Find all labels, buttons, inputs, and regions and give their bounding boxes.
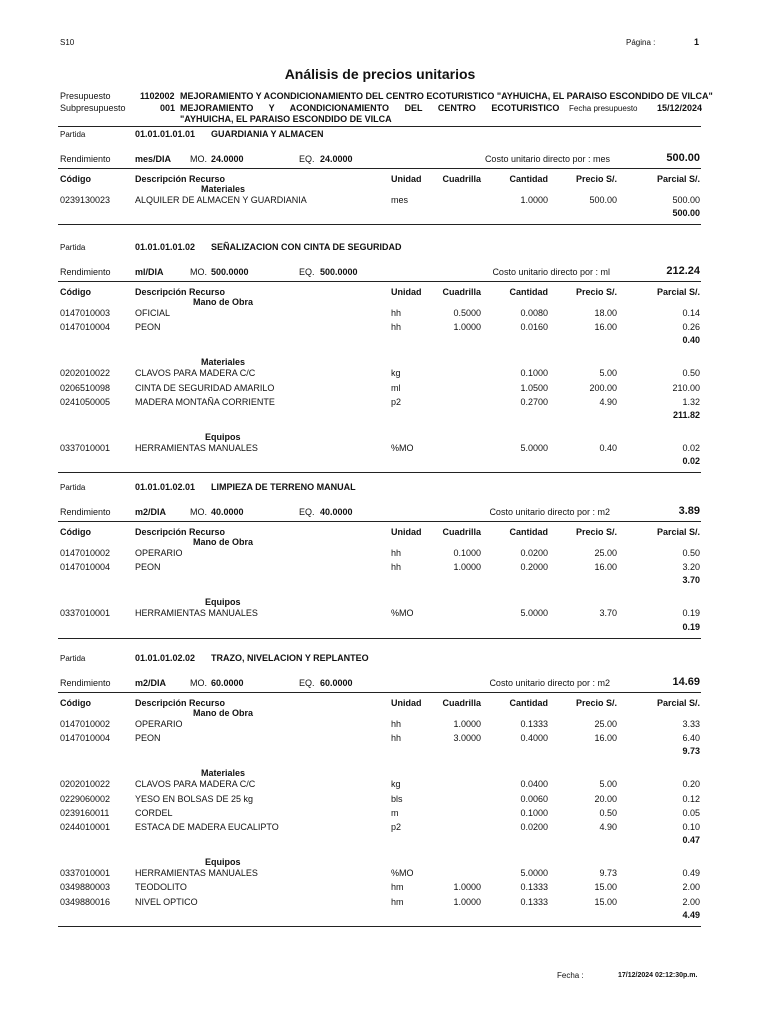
row-unidad: kg [391,368,401,379]
col-header-cuadrilla: Cuadrilla [442,698,481,708]
partida-divider [58,224,701,225]
row-descripcion: HERRAMIENTAS MANUALES [135,868,258,879]
group-subtotal: 9.73 [682,746,700,757]
row-codigo: 0147010004 [60,562,111,573]
partida-label: Partida [60,130,86,139]
row-codigo: 0239130023 [60,195,111,205]
row-unidad: ml [391,382,401,393]
subpresupuesto-name-line2: "AYHUICHA, EL PARAISO ESCONDIDO DE VILCA [180,114,392,124]
row-unidad: m [391,807,399,818]
row-precio: 25.00 [594,548,617,558]
rendimiento-label: Rendimiento [60,154,111,164]
col-header-descripcion: Descripción Recurso [135,287,226,297]
col-header-precio: Precio S/. [575,174,617,184]
row-parcial: 0.12 [682,793,700,804]
group-heading: Materiales [201,357,246,368]
row-descripcion: HERRAMIENTAS MANUALES [135,443,258,453]
col-header-precio: Precio S/. [575,698,617,708]
rendimiento-label: Rendimiento [60,678,111,688]
col-header-unidad: Unidad [391,527,422,537]
subpresupuesto-label: Subpresupuesto [60,103,126,113]
group-heading: Mano de Obra [193,297,254,307]
row-cantidad: 1.0500 [520,382,548,393]
row-unidad: hh [391,548,402,558]
col-header-cuadrilla: Cuadrilla [442,174,481,184]
costo-value: 212.24 [666,265,700,277]
page-title: Análisis de precios unitarios [284,66,476,82]
group-heading: Materiales [201,768,246,779]
group-heading: Mano de Obra [193,708,254,718]
row-parcial: 0.26 [682,322,700,333]
presupuesto-name: MEJORAMIENTO Y ACONDICIONAMIENTO DEL CENTRO ECOTURISTICO "AYHUICHA, EL PARAISO ESCONDIDO DE VILCA" [180,91,713,101]
col-header-cantidad: Cantidad [509,174,548,184]
partida-code: 01.01.01.01.02 [135,242,196,252]
row-codigo: 0206510098 [60,382,111,393]
partida-label: Partida [60,243,86,252]
row-codigo: 0202010022 [60,779,111,790]
row-parcial: 0.50 [682,548,700,558]
row-descripcion: YESO EN BOLSAS DE 25 kg [135,793,254,804]
row-unidad: mes [391,195,409,205]
eq-label: EQ. [299,154,315,164]
col-header-parcial: Parcial S/. [656,174,700,184]
eq-label: EQ. [299,678,315,688]
row-unidad: %MO [391,868,414,879]
row-cantidad: 0.1333 [520,882,548,893]
partida-code: 01.01.01.02.02 [135,653,196,663]
col-header-descripcion: Descripción Recurso [135,174,226,184]
row-cantidad: 0.2700 [520,396,548,407]
row-codigo: 0337010001 [60,608,111,619]
row-precio: 15.00 [594,882,617,893]
partida-name: SEÑALIZACION CON CINTA DE SEGURIDAD [211,242,402,252]
group-heading: Materiales [201,184,246,194]
subpresupuesto-code: 001 [160,103,176,113]
row-codigo: 0147010002 [60,719,111,729]
group-heading: Equipos [205,432,241,442]
row-unidad: hh [391,308,402,318]
row-precio: 4.90 [599,822,617,832]
row-precio: 25.00 [594,719,617,729]
mo-value: 500.0000 [211,267,249,277]
row-parcial: 2.00 [682,896,700,907]
rendimiento-unit: m2/DIA [135,678,167,688]
row-precio: 16.00 [594,733,617,744]
col-header-cuadrilla: Cuadrilla [442,287,481,297]
row-precio: 15.00 [594,896,617,907]
partida-divider [58,926,701,927]
costo-label: Costo unitario directo por : m2 [489,678,610,688]
partida-divider [58,472,701,473]
row-cantidad: 0.0400 [520,779,548,790]
header-divider [58,126,701,127]
row-descripcion: PEON [135,562,161,573]
row-cantidad: 0.1000 [520,368,548,379]
row-descripcion: PEON [135,733,161,744]
partida-divider [58,638,701,639]
row-descripcion: CLAVOS PARA MADERA C/C [135,779,256,790]
row-cantidad: 0.1333 [520,719,548,729]
group-subtotal: 211.82 [672,410,700,420]
row-cuadrilla: 1.0000 [453,882,481,893]
group-subtotal: 3.70 [682,575,700,586]
mo-label: MO. [190,507,207,517]
row-cuadrilla: 1.0000 [453,896,481,907]
rendimiento-label: Rendimiento [60,267,111,277]
eq-value: 500.0000 [320,267,358,277]
row-parcial: 0.49 [682,868,700,879]
row-cantidad: 5.0000 [520,608,548,619]
col-header-precio: Precio S/. [575,287,617,297]
row-precio: 20.00 [594,793,617,804]
col-header-parcial: Parcial S/. [656,698,700,708]
col-header-codigo: Código [60,287,91,297]
row-unidad: p2 [391,822,402,832]
col-header-unidad: Unidad [391,287,422,297]
report-code: S10 [60,38,75,47]
row-parcial: 500.00 [672,195,700,205]
footer-fecha-label: Fecha : [557,971,584,980]
row-descripcion: CLAVOS PARA MADERA C/C [135,368,256,379]
row-descripcion: TEODOLITO [135,882,187,893]
col-header-codigo: Código [60,527,91,537]
costo-value: 3.89 [678,505,700,517]
group-subtotal: 4.49 [682,909,700,920]
row-descripcion: PEON [135,322,161,333]
row-cuadrilla: 0.5000 [453,308,481,318]
costo-value: 500.00 [666,152,700,164]
costo-label: Costo unitario directo por : m2 [489,507,610,517]
row-codigo: 0147010003 [60,308,111,318]
divider [58,281,701,282]
col-header-precio: Precio S/. [575,527,617,537]
divider [58,168,701,169]
row-unidad: p2 [391,396,402,407]
presupuesto-code: 1102002 [140,91,175,101]
row-parcial: 1.32 [682,396,700,407]
costo-value: 14.69 [672,676,700,688]
row-codigo: 0337010001 [60,868,111,879]
partida-name: TRAZO, NIVELACION Y REPLANTEO [211,653,369,663]
row-codigo: 0349880003 [60,882,111,893]
row-cuadrilla: 3.0000 [453,733,481,744]
costo-label: Costo unitario directo por : mes [484,154,610,164]
group-heading: Mano de Obra [193,537,254,547]
row-cantidad: 0.0160 [520,322,548,333]
row-unidad: bls [391,793,403,804]
row-unidad: %MO [391,608,414,619]
row-cantidad: 0.0200 [520,548,548,558]
row-cantidad: 0.0200 [520,822,548,832]
row-codigo: 0147010002 [60,548,111,558]
row-parcial: 0.02 [682,443,700,453]
row-codigo: 0147010004 [60,322,111,333]
col-header-codigo: Código [60,174,91,184]
row-parcial: 6.40 [682,733,700,744]
eq-label: EQ. [299,507,315,517]
row-parcial: 0.19 [682,608,700,619]
row-descripcion: CORDEL [135,807,173,818]
row-parcial: 2.00 [682,882,700,893]
row-parcial: 0.05 [682,807,700,818]
row-parcial: 3.33 [682,719,700,729]
row-codigo: 0239160011 [60,807,110,818]
rendimiento-label: Rendimiento [60,507,111,517]
row-descripcion: NIVEL OPTICO [135,896,198,907]
rendimiento-unit: mes/DIA [135,154,172,164]
row-precio: 9.73 [599,868,617,879]
row-parcial: 0.10 [682,822,700,832]
row-cuadrilla: 0.1000 [453,548,481,558]
row-cuadrilla: 1.0000 [453,562,481,573]
col-header-cuadrilla: Cuadrilla [442,527,481,537]
row-codigo: 0337010001 [60,443,111,453]
row-unidad: kg [391,779,401,790]
fecha-presupuesto-value: 15/12/2024 [657,103,703,113]
mo-label: MO. [190,154,207,164]
group-subtotal: 0.02 [682,456,700,467]
row-cantidad: 0.0060 [520,793,548,804]
divider [58,521,701,522]
row-unidad: hh [391,733,402,744]
col-header-unidad: Unidad [391,698,422,708]
row-unidad: hh [391,562,402,573]
row-precio: 18.00 [594,308,617,318]
row-precio: 16.00 [594,322,617,333]
row-precio: 500.00 [589,195,617,205]
eq-value: 40.0000 [320,507,353,517]
rendimiento-unit: ml/DIA [135,267,164,277]
row-precio: 0.40 [599,443,617,453]
row-cantidad: 0.1000 [520,807,548,818]
col-header-cantidad: Cantidad [509,287,548,297]
row-descripcion: OPERARIO [135,548,183,558]
partida-code: 01.01.01.01.01 [135,129,196,139]
row-unidad: hh [391,322,402,333]
row-descripcion: MADERA MONTAÑA CORRIENTE [135,396,275,407]
row-unidad: hm [391,896,404,907]
partida-name: GUARDIANIA Y ALMACEN [211,129,324,139]
row-descripcion: ESTACA DE MADERA EUCALIPTO [135,822,279,832]
partida-code: 01.01.01.02.01 [135,482,196,492]
row-codigo: 0202010022 [60,368,111,379]
row-parcial: 0.50 [682,368,700,379]
row-descripcion: OPERARIO [135,719,183,729]
group-subtotal: 500.00 [672,208,700,219]
row-precio: 5.00 [599,779,617,790]
row-precio: 5.00 [599,368,617,379]
group-heading: Equipos [205,597,241,608]
row-parcial: 3.20 [682,562,700,573]
group-subtotal: 0.19 [682,621,700,632]
fecha-presupuesto-label: Fecha presupuesto [569,104,638,113]
mo-value: 60.0000 [211,678,244,688]
group-heading: Equipos [205,857,241,868]
mo-label: MO. [190,678,207,688]
footer-fecha-value: 17/12/2024 02:12:30p.m. [618,972,698,979]
col-header-cantidad: Cantidad [509,527,548,537]
row-codigo: 0349880016 [60,896,111,907]
page-label: Página : [626,38,656,47]
subpresupuesto-name-line1: MEJORAMIENTO Y ACONDICIONAMIENTO DEL CENTRO ECOTURISTICO [180,103,560,113]
eq-value: 60.0000 [320,678,353,688]
row-cantidad: 0.4000 [520,733,548,744]
row-parcial: 210.00 [672,382,700,393]
mo-value: 24.0000 [211,154,244,164]
row-precio: 4.90 [599,396,617,407]
row-descripcion: ALQUILER DE ALMACEN Y GUARDIANIA [135,195,307,205]
row-cantidad: 0.1333 [520,896,548,907]
row-codigo: 0241050005 [60,396,111,407]
page-number: 1 [694,37,700,47]
presupuesto-label: Presupuesto [60,91,111,101]
mo-label: MO. [190,267,207,277]
mo-value: 40.0000 [211,507,244,517]
row-descripcion: HERRAMIENTAS MANUALES [135,608,258,619]
col-header-unidad: Unidad [391,174,422,184]
row-precio: 3.70 [599,608,617,619]
row-unidad: hm [391,882,404,893]
col-header-parcial: Parcial S/. [656,287,700,297]
row-cantidad: 0.0080 [520,308,548,318]
row-cuadrilla: 1.0000 [453,719,481,729]
row-precio: 0.50 [599,807,617,818]
eq-label: EQ. [299,267,315,277]
row-parcial: 0.14 [682,308,700,318]
row-cantidad: 1.0000 [520,195,548,205]
col-header-descripcion: Descripción Recurso [135,527,226,537]
row-parcial: 0.20 [682,779,700,790]
row-precio: 16.00 [594,562,617,573]
col-header-descripcion: Descripción Recurso [135,698,226,708]
row-cantidad: 5.0000 [520,443,548,453]
row-unidad: hh [391,719,402,729]
row-codigo: 0147010004 [60,733,111,744]
row-precio: 200.00 [589,382,617,393]
group-subtotal: 0.47 [682,835,700,846]
partida-label: Partida [60,483,86,492]
row-cantidad: 5.0000 [520,868,548,879]
row-codigo: 0229060002 [60,793,111,804]
col-header-cantidad: Cantidad [509,698,548,708]
col-header-codigo: Código [60,698,91,708]
partida-name: LIMPIEZA DE TERRENO MANUAL [211,482,356,492]
row-descripcion: OFICIAL [135,308,171,318]
costo-label: Costo unitario directo por : ml [492,267,610,277]
row-unidad: %MO [391,443,414,453]
eq-value: 24.0000 [320,154,353,164]
row-cantidad: 0.2000 [520,562,548,573]
rendimiento-unit: m2/DIA [135,507,167,517]
partida-label: Partida [60,654,86,663]
divider [58,692,701,693]
row-cuadrilla: 1.0000 [453,322,481,333]
row-codigo: 0244010001 [60,822,111,832]
group-subtotal: 0.40 [682,335,700,346]
col-header-parcial: Parcial S/. [656,527,700,537]
row-descripcion: CINTA DE SEGURIDAD AMARILO [135,382,275,393]
